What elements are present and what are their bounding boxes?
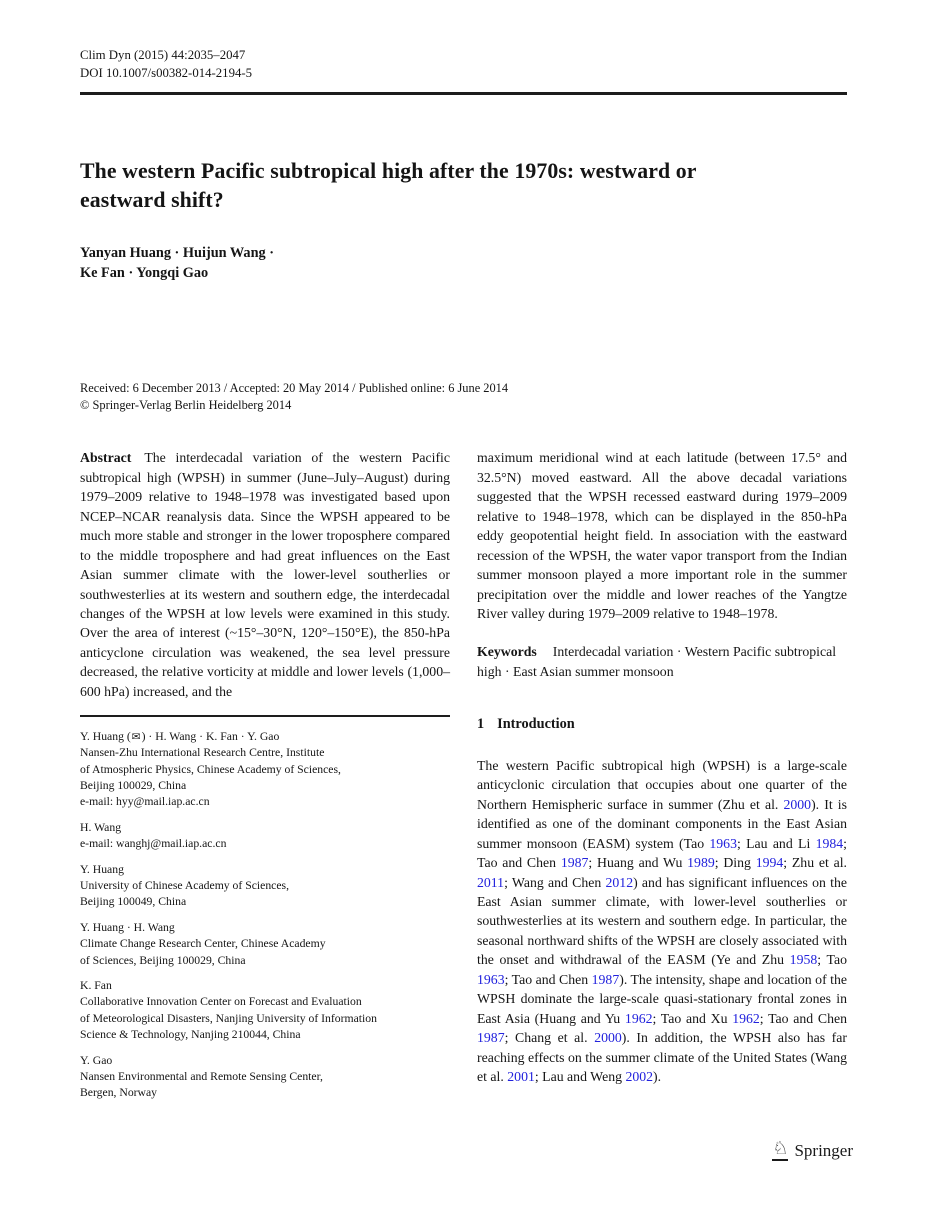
footnote-authors-post: ) · H. Wang · K. Fan · Y. Gao — [141, 729, 280, 743]
footnote-block — [80, 1053, 450, 1102]
citation-link[interactable]: 1987 — [560, 855, 589, 871]
paragraph-text: ; Lau and Weng — [534, 1069, 626, 1085]
footnote-line: e-mail: hyy@mail.iap.ac.cn — [80, 795, 210, 809]
footnote-line: of Meteorological Disasters, Nanjing University of Information — [80, 1011, 377, 1025]
footnote-line: Bergen, Norway — [80, 1086, 158, 1100]
footnote-line: of Atmospheric Physics, Chinese Academy of Sciences, — [80, 762, 341, 776]
footnote-authors-pre: Y. Huang ( — [80, 729, 131, 743]
footnote-line: H. Wang — [80, 820, 122, 834]
page-title: The western Pacific subtropical high after the 1970s: westward or eastward shift? — [80, 158, 697, 212]
paragraph-text: ; Tao and Xu — [652, 1010, 733, 1026]
citation-link[interactable]: 2002 — [625, 1069, 654, 1085]
footnote-authors-line — [80, 729, 450, 745]
introduction-paragraph — [477, 756, 847, 1087]
paragraph-text: The western Pacific subtropical high (WPSH) is a large-scale anticyclonic circulation that occupies about one quarter of the Northern Hemispheric surface in summer (Zhu et al. — [477, 757, 847, 812]
section-number: 1 — [477, 716, 485, 733]
citation-link[interactable]: 1962 — [624, 1010, 653, 1026]
author-list — [80, 244, 500, 283]
footnote-line: Climate Change Research Center, Chinese Academy — [80, 937, 326, 951]
citation-link[interactable]: 2011 — [477, 874, 505, 890]
citation-link[interactable]: 2012 — [605, 874, 634, 890]
citation-link[interactable]: 1989 — [687, 855, 715, 871]
footnote-divider — [80, 715, 450, 717]
springer-knight-icon: ♘ — [772, 1138, 789, 1159]
footnote-line: Nansen Environmental and Remote Sensing Center, — [80, 1070, 323, 1084]
author-list-line2: Ke Fan · Yongqi Gao — [80, 264, 209, 281]
paragraph-text: ). It is identified as one of the dominant components in the East Asian summer monsoon (EASM) system (Tao — [477, 796, 847, 851]
two-column-body — [80, 448, 847, 1111]
paragraph-text: ). The intensity, shape and location of the WPSH dominate the large-scale quasi-stationary frontal zones in East Asia (Huang and Yu — [477, 971, 847, 1026]
section-heading-introduction — [477, 715, 847, 734]
received-accepted-line: Received: 6 December 2013 / Accepted: 20 May 2014 / Published online: 6 June 2014 — [80, 381, 509, 396]
copyright-line: © Springer-Verlag Berlin Heidelberg 2014 — [80, 397, 292, 412]
citation-link[interactable]: 1987 — [477, 1030, 505, 1046]
citation-link[interactable]: 1963 — [709, 835, 737, 851]
paragraph-text: ; Tao and Chen — [759, 1010, 848, 1026]
paragraph-text: ; Zhu et al. — [783, 855, 847, 871]
footnote-block — [80, 820, 450, 853]
citation-link[interactable]: 1958 — [789, 952, 818, 968]
footnote-line: of Sciences, Beijing 100029, China — [80, 953, 246, 967]
header-divider — [80, 92, 847, 95]
right-column — [477, 448, 847, 1111]
abstract-continued: maximum meridional wind at each latitude (between 17.5° and 32.5°N) moved eastward. All the above decadal variations suggested that the WPSH recessed eastward during 1979–2009 relative to 1948–1978, which can be displayed in the 850-hPa eddy geopotential height field. In association with the eastward recession of the WPSH, the water vapor transport from the Indian summer monsoon played a more important role in the summer precipitation over the middle and lower reaches of the Yangtze River valley during 1979–2009 relative to 1948–1978. — [477, 450, 847, 621]
citation-link[interactable]: 1984 — [815, 835, 844, 851]
citation-link[interactable]: 2000 — [783, 796, 812, 812]
doi-line: DOI 10.1007/s00382-014-2194-5 — [80, 66, 253, 80]
footnote-line: Y. Huang — [80, 862, 124, 876]
abstract-text-col1: The interdecadal variation of the western Pacific subtropical high (WPSH) in summer (June–July–August) during 1979–2009 relative to 1948–1978 was investigated based upon NCEP–NCAR reanalysis data. Since the WPSH appeared to be much more stable and stronger in the lower troposphere compared to the middle troposphere and had great influences on the East Asian summer climate with the lower-level southerlies or southwesterlies at its western and southern edge, the interdecadal changes of the WPSH at low levels were examined in this study. Over the area of interest (~15°–30°N, 120°–150°E), the 850-hPa anticyclone circulation was weakened, the sea level pressure decreased, the relative vorticity at middle and lower levels (1,000–600 hPa) increased, and the — [80, 450, 450, 699]
citation-link[interactable]: 1963 — [477, 971, 505, 987]
corresponding-author-note — [80, 729, 450, 811]
publisher-logo — [772, 1140, 853, 1161]
footnote-line: Collaborative Innovation Center on Forecast and Evaluation — [80, 995, 362, 1009]
footnote-line: Y. Gao — [80, 1053, 113, 1067]
author-list-line1: Yanyan Huang · Huijun Wang · — [80, 245, 275, 262]
affiliation-footnotes — [80, 729, 450, 1102]
paragraph-text: ; Tao and Chen — [477, 835, 847, 871]
journal-reference: Clim Dyn (2015) 44:2035–2047 — [80, 48, 246, 62]
keywords-label: Keywords — [477, 644, 537, 660]
footnote-line: Beijing 100049, China — [80, 895, 187, 909]
paragraph-text: ; Huang and Wu — [588, 855, 688, 871]
publisher-name: Springer — [794, 1140, 853, 1160]
paragraph-text: ; Wang and Chen — [504, 874, 606, 890]
abstract-paragraph — [80, 448, 450, 701]
left-column — [80, 448, 450, 1111]
citation-link[interactable]: 2000 — [594, 1030, 622, 1046]
citation-link[interactable]: 1987 — [591, 971, 620, 987]
publication-history — [80, 380, 847, 413]
section-title: Introduction — [497, 716, 575, 733]
keywords-paragraph — [477, 642, 847, 681]
paragraph-text: ; Tao and Chen — [504, 971, 592, 987]
paragraph-text: ) and has significant influences on the East Asian summer climate, with lower-level southerlies or southwesterlies at its western and southern edge. In particular, the seasonal northward shifts of the WPSH are closely associated with the onset and withdrawal of the EASM (Ye and Zhu — [477, 874, 847, 968]
footnote-block — [80, 862, 450, 911]
abstract-label: Abstract — [80, 450, 132, 466]
paragraph-text: ; Lau and Li — [736, 835, 816, 851]
footnote-line: Science & Technology, Nanjing 210044, China — [80, 1028, 301, 1042]
envelope-icon: ✉ — [131, 730, 141, 743]
paragraph-text: ). — [653, 1069, 662, 1085]
paragraph-text: ; Tao — [817, 952, 847, 968]
paragraph-text: ; Chang et al. — [504, 1030, 595, 1046]
corresponding-author-affiliation — [80, 745, 450, 811]
paragraph-text: ). In addition, the WPSH also has far reaching effects on the summer climate of the United States (Wang et al. — [477, 1030, 847, 1085]
citation-link[interactable]: 2001 — [507, 1069, 535, 1085]
footnote-line: Nansen-Zhu International Research Centre, Institute — [80, 746, 325, 760]
footnote-block — [80, 920, 450, 969]
citation-link[interactable]: 1962 — [732, 1010, 760, 1026]
citation-link[interactable]: 1994 — [755, 855, 784, 871]
footnote-line: K. Fan — [80, 979, 112, 993]
keywords-text: Interdecadal variation · Western Pacific subtropical high · East Asian summer monsoon — [477, 644, 837, 679]
footnote-block — [80, 978, 450, 1044]
footnote-line: Beijing 100029, China — [80, 778, 187, 792]
footnote-line: University of Chinese Academy of Sciences, — [80, 878, 290, 892]
footnote-line: Y. Huang · H. Wang — [80, 920, 175, 934]
footnote-line: e-mail: wanghj@mail.iap.ac.cn — [80, 837, 227, 851]
paragraph-text: ; Ding — [714, 855, 756, 871]
footnote-blocks-container — [80, 820, 450, 1102]
